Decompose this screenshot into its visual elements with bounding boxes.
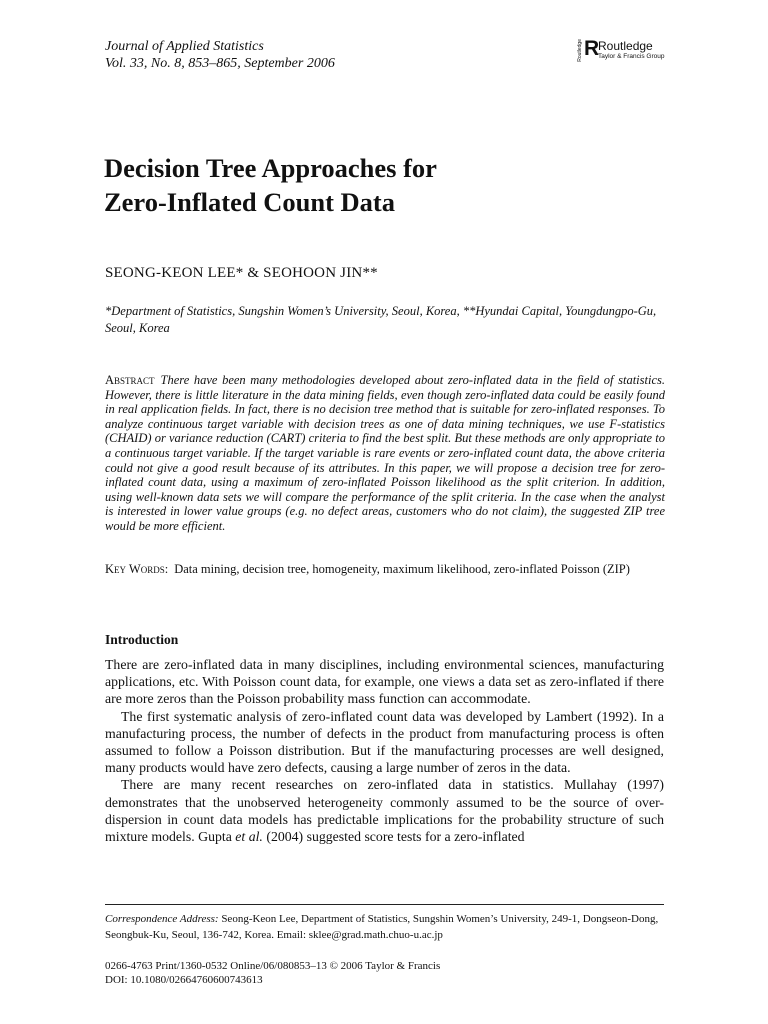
routledge-logo-icon xyxy=(577,37,600,62)
publisher-logo-letter: R xyxy=(584,37,600,60)
copyright-block xyxy=(105,959,440,987)
journal-name: Journal of Applied Statistics xyxy=(105,39,264,54)
publisher-logo-side-text: Routledge xyxy=(577,39,583,62)
affiliation: *Department of Statistics, Sungshin Women’s University, Seoul, Korea, **Hyundai Capital, Youngdungpo-Gu, Seoul, Korea xyxy=(105,304,657,335)
intro-paragraph-3-text-a: There are many recent researches on zero-inflated data in statistics. Mullahay (1997) demonstrates that the unobserved heterogeneity commonly assumed to be the source of over-dispersion in count data models has predictable implications for the probability structure of such mixture models. Gupta xyxy=(105,777,664,845)
keywords xyxy=(105,562,665,577)
intro-paragraph-1: There are zero-inflated data in many disciplines, including environmental sciences, manufacturing applications, etc. With Poisson count data, for example, one views a data set as zero-inflated if there are more zeros than the Poisson probability mass function can accommodate. xyxy=(105,657,664,707)
intro-paragraph-2: The first systematic analysis of zero-inflated count data was developed by Lambert (1992). In a manufacturing process, the number of defects in the product from manufacturing process is often assumed to follow a Poisson distribution. But if the manufacturing processes are well designed, many products would have zero defects, causing a large number of zeros in the data. xyxy=(105,708,664,776)
publisher-logo xyxy=(578,38,664,62)
paper-title-line-2: Zero-Inflated Count Data xyxy=(104,187,396,217)
publisher-name: Routledge xyxy=(598,39,653,53)
paper-title xyxy=(104,151,437,219)
intro-paragraph-3-etal: et al. xyxy=(235,829,263,845)
paper-title-line-1: Decision Tree Approaches for xyxy=(104,153,437,183)
authors: SEONG-KEON LEE* & SEOHOON JIN** xyxy=(105,265,378,281)
intro-paragraph-3-text-b: (2004) suggested score tests for a zero-inflated xyxy=(266,829,525,845)
issn-line: 0266-4763 Print/1360-0532 Online/06/080853–13 © 2006 Taylor & Francis xyxy=(105,960,441,972)
introduction-body xyxy=(105,656,664,845)
correspondence-label: Correspondence Address: xyxy=(105,913,219,925)
doi-line: DOI: 10.1080/02664760600743613 xyxy=(105,974,263,986)
journal-header xyxy=(105,38,335,72)
journal-issue: Vol. 33, No. 8, 853–865, September 2006 xyxy=(105,56,335,71)
correspondence-text: Seong-Keon Lee, Department of Statistics, Sungshin Women’s University, 249-1, Dongseon-Dong, Seongbuk-Ku, Seoul, 136-742, Korea. Email: sklee@grad.math.chuo-u.ac.jp xyxy=(105,913,659,941)
publisher-text xyxy=(598,38,664,61)
correspondence-address xyxy=(105,911,665,943)
abstract-label: Abstract xyxy=(105,373,155,387)
keywords-text: Data mining, decision tree, homogeneity, maximum likelihood, zero-inflated Poisson (ZIP) xyxy=(174,562,630,576)
abstract-text: There have been many methodologies developed about zero-inflated data in the field of statistics. However, there is little literature in the data mining fields, even though zero-inflated data could be easily found in real application fields. In fact, there is no decision tree method that is suitable for zero-inflated responses. To analyze continuous target variable with decision trees as one of data mining techniques, we use F-statistics (CHAID) or variance reduction (CART) criteria to find the best split. But these methods are only appropriate to a continuous target variable. If the target variable is rare events or zero-inflated count data, the above criteria could not give a good result because of its attributes. In this paper, we will propose a decision tree for zero-inflated count data, using a maximum of zero-inflated Poisson likelihood as the split criterion. In addition, using well-known data sets we will compare the performance of the split criteria. In the case when the analyst is interested in lower value groups (e.g. no defect areas, customers who do not claim), the suggested ZIP tree would be more efficient. xyxy=(105,373,665,533)
keywords-label: Key Words: xyxy=(105,562,169,576)
section-heading-introduction: Introduction xyxy=(105,632,179,647)
abstract xyxy=(105,373,665,534)
footnote-divider xyxy=(105,904,664,905)
intro-paragraph-3 xyxy=(105,776,664,845)
publisher-group: Taylor & Francis Group xyxy=(598,53,665,60)
